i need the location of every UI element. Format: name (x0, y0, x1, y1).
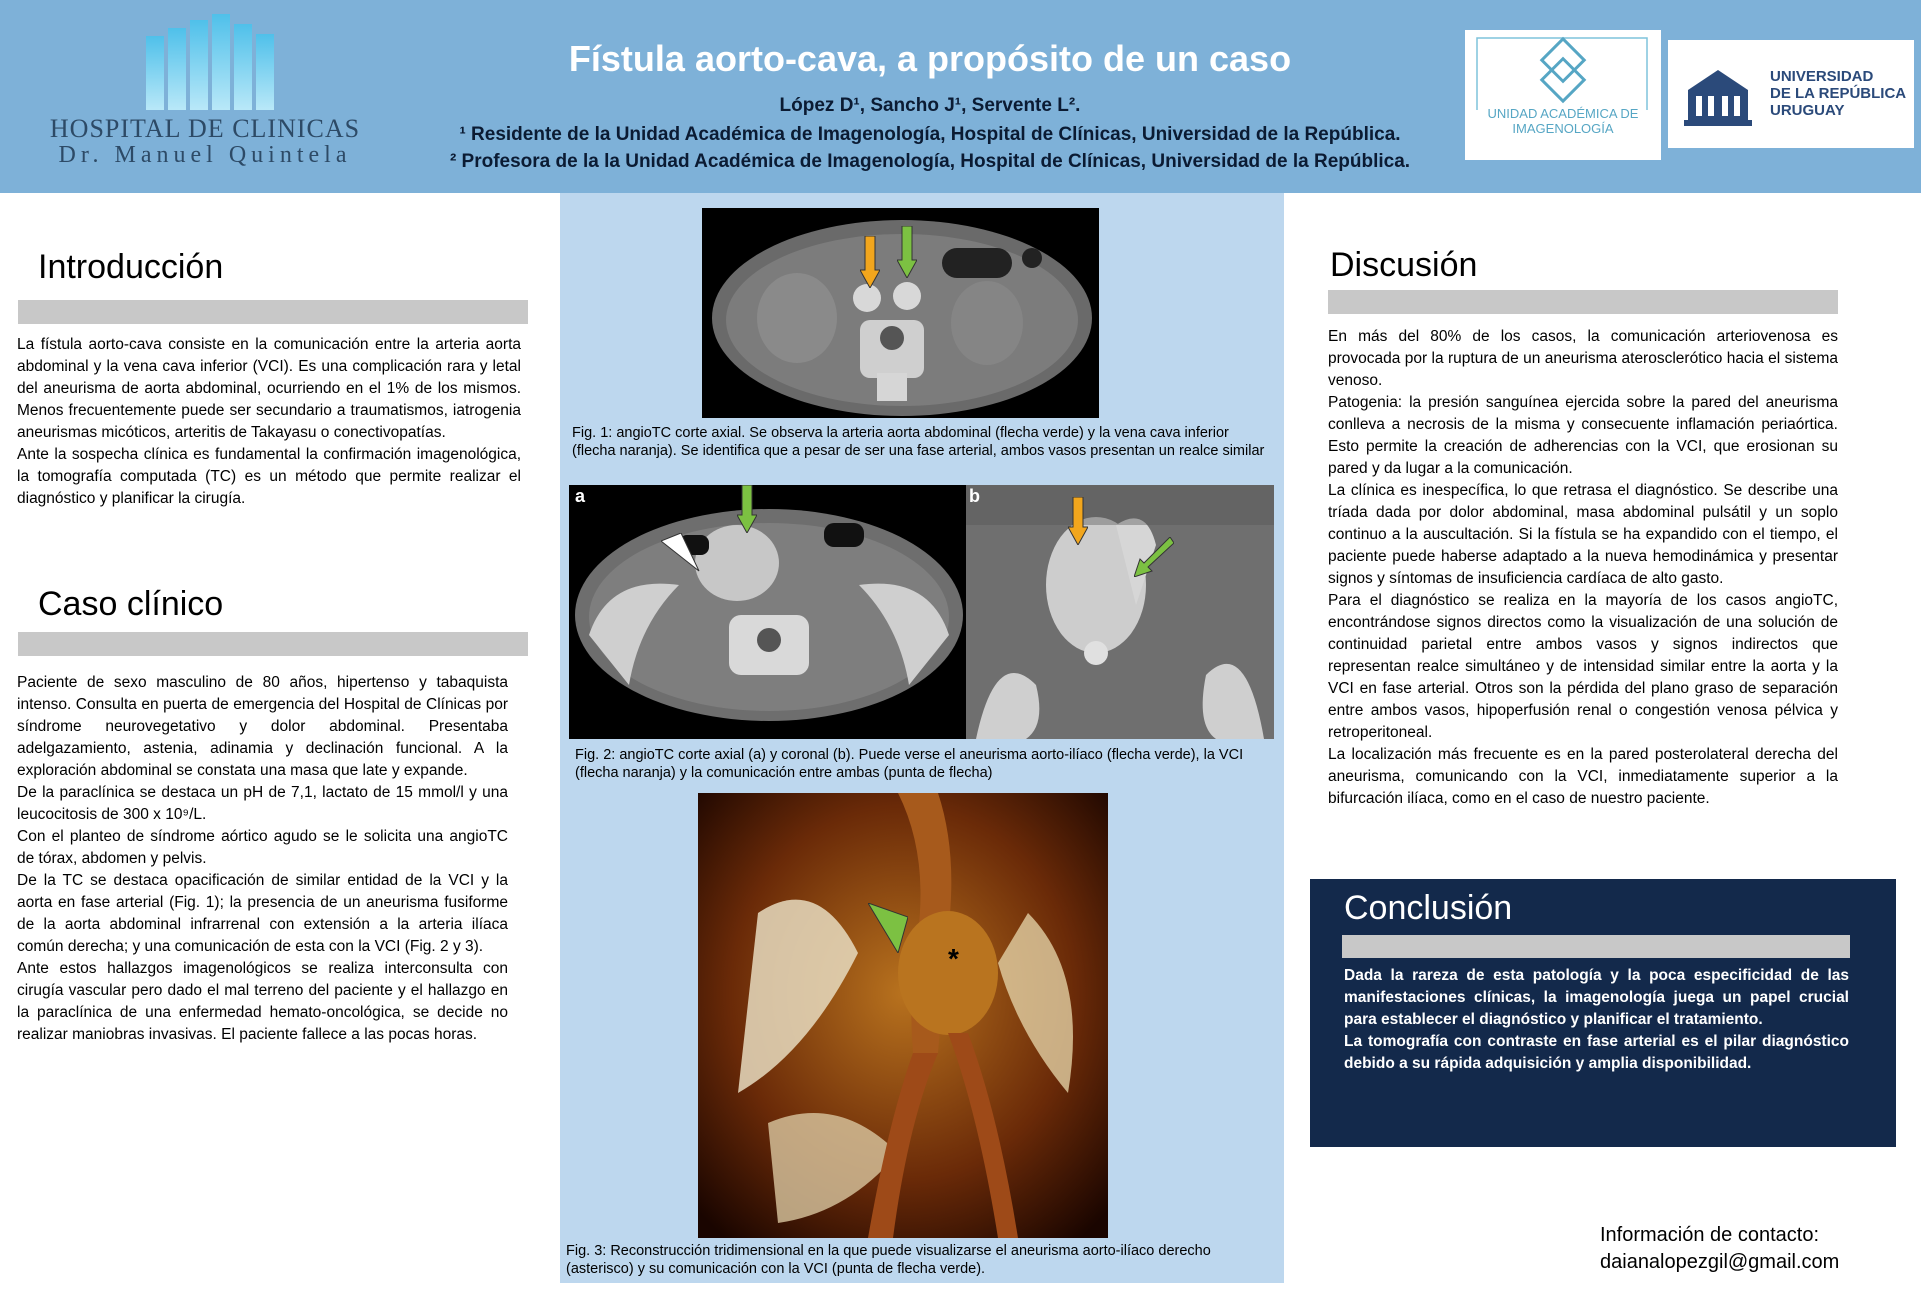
discusion-paragraph: En más del 80% de los casos, la comunicación arteriovenosa es provocada por la ruptura de un aneurisma aterosclerótico hacia el sistema venoso. (1328, 328, 1838, 389)
caso-paragraph: Con el planteo de síndrome aórtico agudo se le solicita una angioTC de tórax, abdomen y pelvis. (17, 828, 508, 867)
intro-divider (18, 300, 528, 324)
hospital-name: HOSPITAL DE CLINICAS (49, 114, 361, 143)
university-building-icon (1668, 40, 1768, 148)
figure-2b-label: b (969, 486, 980, 506)
contact-email: daianalopezgil@gmail.com (1600, 1251, 1840, 1273)
caso-title: Caso clínico (38, 585, 224, 623)
udelar-line-3: URUGUAY (1770, 102, 1845, 119)
caso-paragraph: Ante estos hallazgos imagenológicos se realiza interconsulta con cirugía vascular pero dado el mal terreno del paciente y el hallazgo en la paraclínica de una enfermedad hemato-oncológica, se decide no realizar maniobras invasivas. El paciente fallece a las pocas horas. (17, 960, 508, 1043)
authors: López D¹, Sancho J¹, Servente L². (779, 95, 1081, 116)
green-arrow-icon (897, 226, 917, 278)
discusion-paragraph: Para el diagnóstico se realiza en la mayoría de los casos angioTC, encontrándose signos directos como la visualización de una solución de continuidad parietal entre ambos vasos y signos indirectos que representan realce simultáneo y de intensidad similar entre la aorta y la VCI en fase arterial. Otros son la pérdida del plano graso de separación entre ambos vasos, hipoperfusión renal o congestión venosa pélvica y retroperitoneal. (1328, 592, 1838, 741)
hospital-pillars-icon (40, 14, 370, 114)
figure-2a-ct-axial (569, 485, 969, 739)
poster-header (0, 0, 1921, 193)
caso-paragraph: De la paraclínica se destaca un pH de 7,1, lactato de 15 mmol/l y una leucocitosis de 300 x 10⁹/L. (17, 784, 508, 823)
white-arrowhead-icon (661, 533, 701, 573)
conclusion-divider (1342, 935, 1850, 958)
udelar-line-1: UNIVERSIDAD (1770, 68, 1874, 85)
figure-2b-ct-coronal (966, 485, 1274, 739)
intro-paragraph: Ante la sospecha clínica es fundamental la confirmación imagenológica, la tomografía computada (TC) es un método que permite realizar el diagnóstico y planificar la cirugía. (17, 446, 521, 507)
intro-title: Introducción (38, 248, 224, 286)
hospital-subtitle: Dr. Manuel Quintela (58, 142, 352, 168)
conclusion-paragraph: La tomografía con contraste en fase arterial es el pilar diagnóstico debido a su rápida adquisición y amplia disponibilidad. (1344, 1033, 1849, 1072)
caso-paragraph: De la TC se destaca opacificación de similar entidad de la VCI y la aorta en fase arterial (Fig. 1); la presencia de un aneurisma fusiforme de la aorta abdominal infrarrenal con extensión a la arteria ilíaca común derecha; y una comunicación de esta con la VCI (Fig. 2 y 3). (17, 872, 508, 955)
unidad-logo-text: UNIDAD ACADÉMICA DE IMAGENOLOGÍA (1487, 106, 1639, 136)
conclusion-paragraph: Dada la rareza de esta patología y la poca especificidad de las manifestaciones clínicas, la imagenología juega un papel crucial para establecer el diagnóstico y planificar el tratamiento. (1344, 967, 1849, 1028)
discusion-paragraph: La localización más frecuente es en la pared posterolateral derecha del aneurisma, comunicando con la VCI, inmediatamente superior a la bifurcación ilíaca, como en el caso de nuestro paciente. (1328, 746, 1838, 807)
figure-1-ct-axial (702, 208, 1099, 418)
discusion-paragraph: La clínica es inespecífica, lo que retrasa el diagnóstico. Se describe una tríada dada por dolor abdominal, masa abdominal pulsátil y un soplo continuo a la auscultación. Si la fístula se ha expandido con el tiempo, el paciente puede haberse adaptado a la nueva hemodinámica y presentar signos y síntomas de insuficiencia cardíaca de alto gasto. (1328, 482, 1838, 587)
orange-arrow-icon (1068, 497, 1088, 545)
caso-text (17, 672, 508, 1046)
figure-3-3d-reconstruction (698, 793, 1108, 1238)
discusion-divider (1328, 290, 1838, 314)
figure-1-caption: Fig. 1: angioTC corte axial. Se observa la arteria aorta abdominal (flecha verde) y la vena cava inferior (flecha naranja). Se identifica que a pesar de ser una fase arterial, ambos vasos presentan un realce similar (572, 425, 1265, 459)
discusion-title: Discusión (1330, 246, 1478, 284)
discusion-text (1328, 326, 1838, 810)
udelar-logo-text (1770, 68, 1910, 119)
diamond-logo-icon (1465, 30, 1661, 110)
conclusion-box (1310, 879, 1896, 1147)
affiliation-2: ² Profesora de la la Unidad Académica de Imagenología, Hospital de Clínicas, Universidad de la República. (449, 151, 1411, 172)
contact-label: Información de contacto: (1600, 1224, 1820, 1246)
figure-2a-label: a (575, 486, 586, 506)
caso-paragraph: Paciente de sexo masculino de 80 años, hipertenso y tabaquista intenso. Consulta en puerta de emergencia del Hospital de Clínicas por síndrome neurovegetativo y dolor abdominal. Presentaba adelgazamiento, astenia, adinamia y declinación funcional. A la exploración abdominal se constata una masa que late y expande. (17, 674, 508, 779)
conclusion-text (1344, 965, 1849, 1075)
orange-arrow-icon (860, 236, 880, 288)
unidad-imagenologia-logo (1465, 30, 1661, 160)
intro-paragraph: La fístula aorto-cava consiste en la comunicación entre la arteria aorta abdominal y la vena cava inferior (VCI). Es una complicación rara y letal del aneurisma de aorta abdominal, ocurriendo en el 1% de los mismos. Menos frecuentemente puede ser secundario a traumatismos, iatrogenia aneurismas micóticos, arteritis de Takayasu o conectivopatías. (17, 336, 521, 441)
green-arrow-icon (737, 485, 757, 533)
asterisk-marker: * (948, 943, 959, 974)
discusion-paragraph: Patogenia: la presión sanguínea ejercida sobre la pared del aneurisma conlleva a necrosis de la misma y consecuente inflamación periaórtica. Esto permite la creación de adherencias con la VCI, que erosionan su pared y da lugar a la comunicación. (1328, 394, 1838, 477)
green-arrow-icon (1134, 537, 1174, 577)
poster-title: Fístula aorto-cava, a propósito de un caso (568, 38, 1292, 79)
contact-info (1600, 1222, 1839, 1276)
udelar-line-2: DE LA REPÚBLICA (1770, 85, 1907, 102)
green-arrowhead-icon (868, 903, 908, 953)
conclusion-title: Conclusión (1344, 889, 1513, 927)
intro-text (17, 334, 521, 510)
hospital-logo (40, 14, 370, 174)
affiliation-1: ¹ Residente de la Unidad Académica de Imagenología, Hospital de Clínicas, Universidad de la República. (459, 124, 1401, 145)
figure-3-caption: Fig. 3: Reconstrucción tridimensional en la que puede visualizarse el aneurisma aorto-ilíaco derecho (asterisco) y su comunicación con la VCI (punta de flecha verde). (566, 1243, 1211, 1277)
caso-divider (18, 632, 528, 656)
figure-2-caption: Fig. 2: angioTC corte axial (a) y coronal (b). Puede verse el aneurisma aorto-ilíaco (flecha verde), la VCI (flecha naranja) y la comunicación entre ambas (punta de flecha) (575, 747, 1244, 781)
udelar-logo (1668, 40, 1914, 148)
